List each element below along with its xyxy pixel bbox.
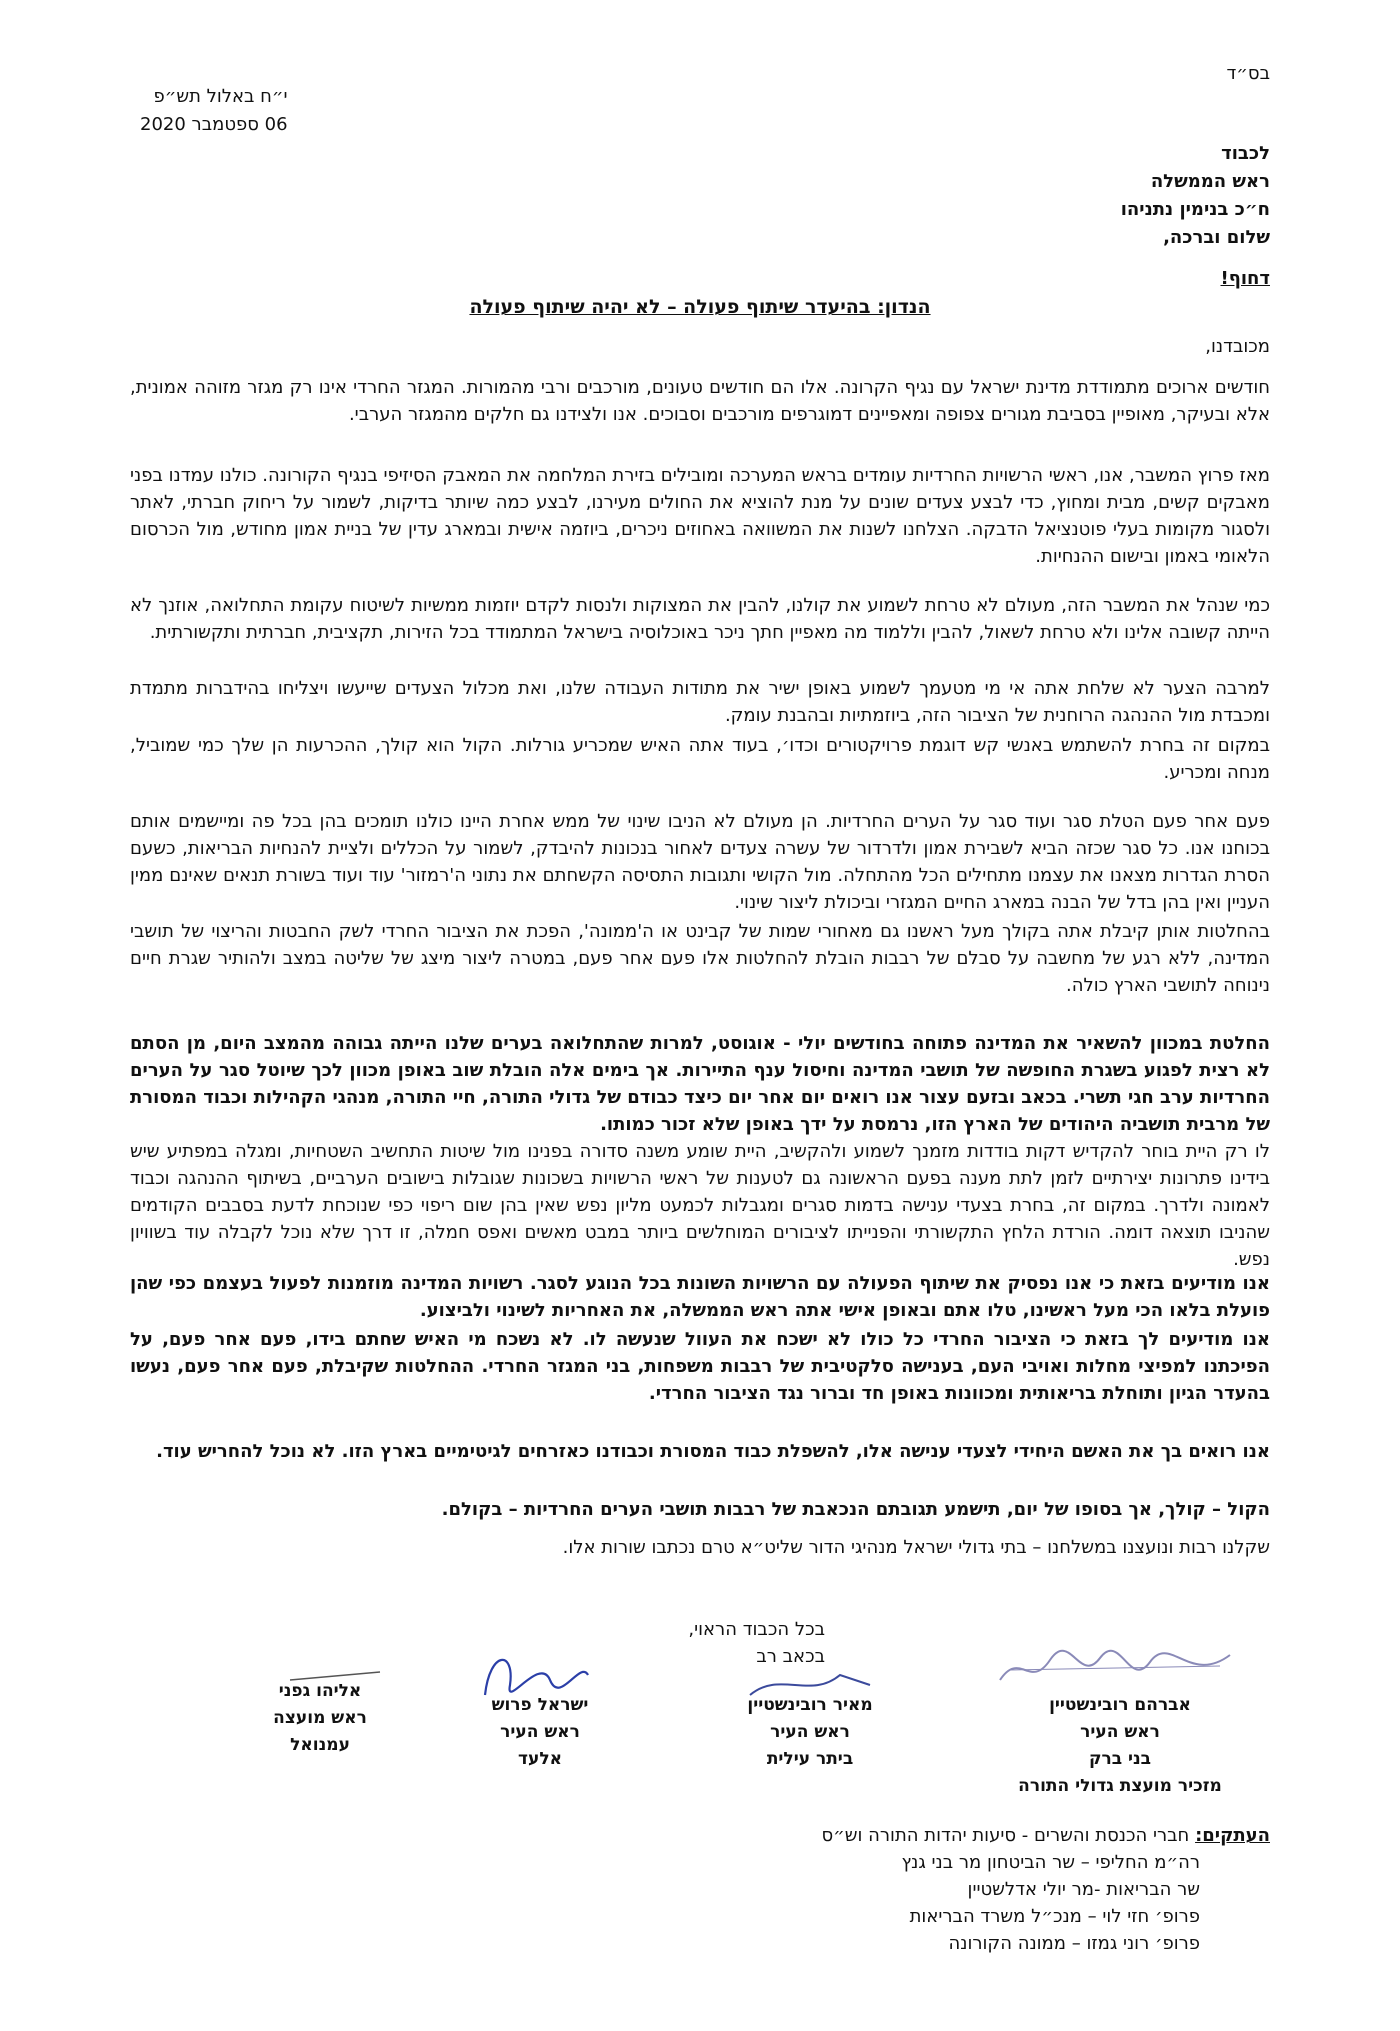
signatory-place: בני ברק bbox=[1088, 1749, 1152, 1769]
paragraph-text: פעם אחר פעם הטלת סגר ועוד סגר על הערים החרדיות. הן מעולם לא הניבו שינוי של ממש אחרת היינו כולנו תומכים בהן בכל פה ומיישמים אותם בכוחנו אנו. כל סגר שכזה הביא לשבירת אמון ולדרדור של עשרה צעדים לאחור בנכונות להיבדק, לשמור על הכללים ולציית להנחיות הבריאות, כשעם הסרת הגדרות מצאנו את עצמנו מתחילים הכל מהתחלה. מול הקושי ותגובות התסיסה הקשחתם את נתוני ה'רמזור' עוד ועוד בשורת תנאים שאינם ממין העניין ואין בהן בדל של הבנה במארג החיים המגזרי וביכולת ליצור שינוי. bbox=[130, 811, 1270, 913]
signatory-block-2 bbox=[710, 1692, 910, 1773]
copies-item: רה״מ החליפי – שר הביטחון מר בני גנץ bbox=[901, 1852, 1200, 1873]
paragraph-text: הקול – קולך, אך בסופו של יום, תישמע תגובתם הנכאבת של רבבות תושבי הערים החרדיות – בקולם. bbox=[441, 1499, 1270, 1520]
paragraph-text: אנו מודיעים בזאת כי אנו נפסיק את שיתוף הפעולה עם הרשויות השונות בכל הנוגע לסגר. רשויות המדינה מוזמנות לפעול בעצמם כפי שהן פועלת בלאו הכי מעל ראשינו, טלו אתם ובאופן אישי אתה ראש הממשלה, את האחריות לשינוי ולביצוע. bbox=[130, 1273, 1270, 1321]
paragraph-text: בהחלטות אותן קיבלת אתה בקולך מעל ראשנו גם מאחורי שמות של קבינט או ה'ממונה', הפכת את הציבור החרדי לשק החבטות והריצוי של תושבי המדינה, ללא רגע של מחשבה על סבלם של רבבות הובלת להחלטות אלו פעם אחר פעם, במטרה ליצור מיצג של שליטה במצב ולהותיר שגרת חיים נינוחה לתושבי הארץ כולה. bbox=[130, 921, 1270, 996]
signatory-name: מאיר רובינשטיין bbox=[747, 1695, 873, 1715]
paragraph-11 bbox=[130, 1326, 1270, 1407]
paragraph-text: מאז פרוץ המשבר, אנו, ראשי הרשויות החרדיות עומדים בראש המערכה ומובילים בזירת המלחמה את המאבק הסיזיפי בנגיף הקורונה. כולנו עמדנו בפני מאבקים קשים, מבית ומחוץ, כדי לבצע צעדים שונים על מנת להוציא את החולים מעירנו, לבצע כמה שיותר בדיקות, לשמור על ריחוק חברתי, לאתר ולסגור מקומות בעלי פוטנציאל הדבקה. הצלחנו לשנות את המשוואה באחוזים ניכרים, ביוזמה אישית ובמארג עדין של בניית אמון מחודש, מול הכרסום הלאומי באמון ובישום ההנחיות. bbox=[130, 465, 1270, 567]
paragraph-text: שקלנו רבות ונועצנו במשלחנו – בתי גדולי ישראל מנהיגי הדור שליט״א טרם נכתבו שורות אלו. bbox=[562, 1537, 1270, 1558]
paragraph-12 bbox=[130, 1438, 1270, 1465]
signatory-place: ביתר עילית bbox=[766, 1749, 854, 1769]
paragraph-8 bbox=[130, 1030, 1270, 1138]
signatory-name: אברהם רובינשטיין bbox=[1049, 1695, 1191, 1715]
paragraph-13 bbox=[130, 1496, 1270, 1523]
address-block bbox=[1121, 140, 1270, 252]
paragraph-1 bbox=[130, 374, 1270, 428]
paragraph-3 bbox=[130, 592, 1270, 646]
paragraph-text: למרבה הצער לא שלחת אתה אי מי מטעמך לשמוע באופן ישיר את מתודות העבודה שלנו, ואת מכלול הצעדים שייעשו ויצליחו בהידברות מתמדת ומכבדת מול ההנהגה הרוחנית של הציבור הזה, ביוזמתיות ובהבנת עומק. bbox=[130, 678, 1270, 726]
copies-heading-rest: חברי הכנסת והשרים - סיעות יהדות התורה וש״ס bbox=[821, 1825, 1190, 1846]
paragraph-text: כמי שנהל את המשבר הזה, מעולם לא טרחת לשמוע את קולנו, להבין את המצוקות ולנסות לקדם יוזמות ממשיות לשיטוח עקומת התחלואה, אוזנך לא הייתה קשובה אלינו ולא טרחת לשאול, להבין וללמוד מה מאפיין חתך ניכר באוכלוסיה בישראל המתמודד בכל הזירות, תקציבית, חברתית ותקשורתית. bbox=[130, 595, 1270, 643]
address-line: שלום וברכה, bbox=[1163, 227, 1270, 248]
address-line: ח״כ בנימין נתניהו bbox=[1120, 199, 1270, 220]
signatory-place: עמנואל bbox=[290, 1735, 350, 1755]
signatory-role: ראש העיר bbox=[500, 1722, 580, 1742]
paragraph-14 bbox=[130, 1534, 1270, 1561]
copies-item: פרופ׳ רוני גמזו – ממונה הקורונה bbox=[948, 1933, 1200, 1954]
copies-list bbox=[821, 1849, 1200, 1957]
signatory-role: ראש העיר bbox=[1080, 1722, 1160, 1742]
copies-block bbox=[821, 1822, 1270, 1957]
address-line: ראש הממשלה bbox=[1150, 171, 1270, 192]
signatory-name: אליהו גפני bbox=[278, 1681, 362, 1701]
urgent-label: דחוף! bbox=[1220, 268, 1270, 289]
bsd-mark: בס״ד bbox=[1226, 63, 1270, 84]
paragraph-9 bbox=[130, 1138, 1270, 1273]
copies-item: פרופ׳ חזי לוי – מנכ״ל משרד הבריאות bbox=[909, 1906, 1200, 1927]
signature-scribble-1 bbox=[990, 1640, 1240, 1700]
signatory-place: אלעד bbox=[518, 1749, 562, 1769]
paragraph-text: אנו רואים בך את האשם היחידי לצעדי ענישה אלו, להשפלת כבוד המסורת וכבודנו כאזרחים לגיטימיים בארץ הזו. לא נוכל להחריש עוד. bbox=[156, 1441, 1270, 1462]
signatory-extra: מזכיר מועצת גדולי התורה bbox=[1018, 1776, 1222, 1796]
copies-heading: העתקים: bbox=[1195, 1825, 1270, 1846]
paragraph-text: אנו מודיעים לך בזאת כי הציבור החרדי כל כולו לא ישכח את העוול שנעשה לו. לא נשכח מי האיש שחתם בידו, פעם אחר פעם, על הפיכתנו למפיצי מחלות ואויבי העם, בענישה סלקטיבית של רבבות משפחות, בני המגזר החרדי. ההחלטות שקיבלת, פעם אחר פעם, נעשו בהעדר הגיון ותוחלת בריאותית ומכוונות באופן חד וברור נגד הציבור החרדי. bbox=[130, 1329, 1270, 1404]
signatory-name: ישראל פרוש bbox=[491, 1695, 589, 1715]
paragraph-text: החלטת במכוון להשאיר את המדינה פתוחה בחודשים יולי - אוגוסט, למרות שהתחלואה בערים שלנו הייתה גבוהה מהמצב היום, מן הסתם לא רצית לפגוע בשגרת החופשה של תושבי המדינה וחיסול ענף התיירות. אך בימים אלה הובלת שוב באופן מכוון לכך שיוטל סגר על הערים החרדיות ערב חגי תשרי. בכאב ובזעם עצור אנו רואים יום אחר יום כיצד כבודם של גדולי התורה, חיי התורה, מנהגי הקהילות וכבוד המסורת של מרבית תושביה היהודים של הארץ הזו, נרמסת על ידך באופן שלא זכור כמותו. bbox=[130, 1033, 1270, 1135]
date-block bbox=[140, 83, 288, 139]
paragraph-text: במקום זה בחרת להשתמש באנשי קש דוגמת פרויקטורים וכדו׳, בעוד אתה האיש שמכריע גורלות. הקול הוא קולך, ההכרעות הן שלך כמי שמוביל, מנחה ומכריע. bbox=[130, 735, 1270, 783]
subject-line: הנדון: בהיעדר שיתוף פעולה – לא יהיה שיתוף פעולה bbox=[469, 296, 931, 318]
signatory-block-3 bbox=[450, 1692, 630, 1773]
address-line: לכבוד bbox=[1221, 143, 1270, 164]
closing-line: בכאב רב bbox=[756, 1646, 825, 1667]
date-gregorian: 06 ספטמבר 2020 bbox=[140, 114, 288, 135]
paragraph-text: לו רק היית בוחר להקדיש דקות בודדות מזמנך לשמוע ולהקשיב, היית שומע משנה סדורה בפנינו מול שיטות התחשיב השטחיות, ומגלה במפתיע שיש בידינו פתרונות יצירתיים לזמן לתת מענה בפעם הראשונה גם לטענות של ראשי הרשויות בשכונות שגובלות בישובים הערביים, בשיתוף ההנהגה וכבוד לאמונה ולדרך. במקום זה, בחרת בצעדי ענישה בדמות סגרים ומגבלות לכמעט מליון נפש שאין בהן שום ריפוי כפי שנוכחת לדעת בסבבים הקודמים שהניבו תוצאה דומה. הורדת הלחץ התקשורתי והפנייתו לציבורים המוחלשים ביותר במבט מאשים ואפס חמלה, זו דרך שלא נוכל לקבלה עוד בשוויון נפש. bbox=[130, 1141, 1270, 1270]
closing-line: בכל הכבוד הראוי, bbox=[688, 1619, 825, 1640]
signatory-role: ראש מועצה bbox=[273, 1708, 367, 1728]
paragraph-4 bbox=[130, 675, 1270, 729]
salutation: מכובדנו, bbox=[1205, 336, 1270, 357]
signatory-role: ראש העיר bbox=[770, 1722, 850, 1742]
paragraph-5 bbox=[130, 732, 1270, 786]
copies-item: שר הבריאות -מר יולי אדלשטיין bbox=[967, 1879, 1200, 1900]
paragraph-7 bbox=[130, 918, 1270, 999]
paragraph-2 bbox=[130, 462, 1270, 570]
paragraph-10 bbox=[130, 1270, 1270, 1324]
signatory-block-1 bbox=[1000, 1692, 1240, 1800]
paragraph-6 bbox=[130, 808, 1270, 916]
paragraph-text: חודשים ארוכים מתמודדת מדינת ישראל עם נגיף הקרונה. אלו הם חודשים טעונים, מורכבים ורבי מהמורות. המגזר החרדי אינו רק מגזר מזוהה אמונית, אלא ובעיקר, מאופיין בסביבת מגורים צפופה ומאפיינים דמוגרפים מורכבים וסבוכים. אנו ולצידנו גם חלקים מהמגזר הערבי. bbox=[130, 377, 1270, 425]
signatory-block-4 bbox=[240, 1678, 400, 1759]
date-hebrew: י״ח באלול תש״פ bbox=[153, 86, 288, 107]
